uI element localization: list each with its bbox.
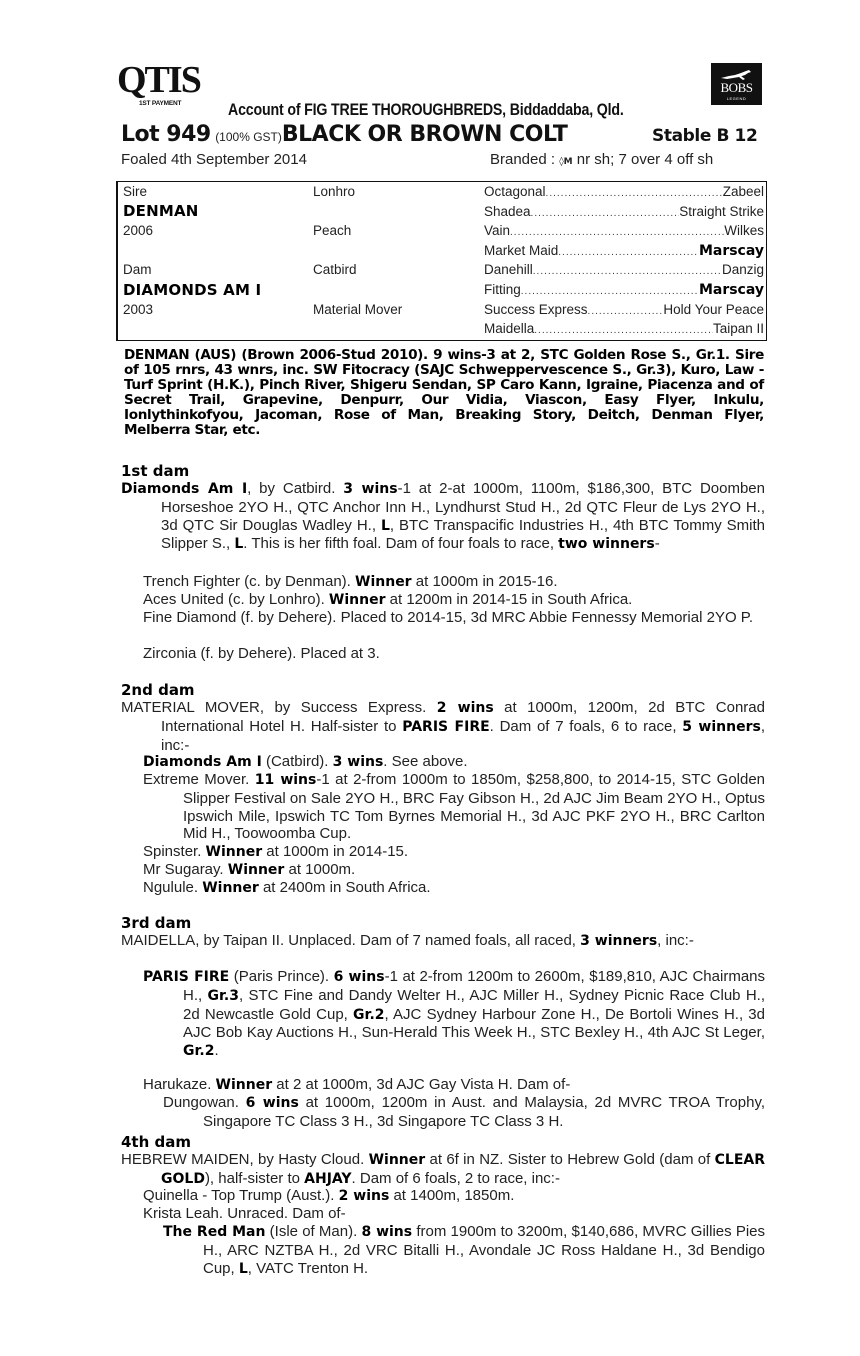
bobs-logo-subtext: LEGEND	[726, 96, 747, 101]
great-grandparent-row: Danehill ..... Danzig	[484, 262, 764, 277]
dam-year: 2003	[123, 302, 154, 317]
fourth-dam-summary: HEBREW MAIDEN, by Hasty Cloud. Winner at 6f in NZ. Sister to Hebrew Gold (dam of CLEAR GOLD), half-sister to AHJAY. Dam of 6 foals, 2 to race, inc:-	[121, 1151, 765, 1187]
sire-sire: Lonhro	[313, 184, 356, 199]
branded-details: nr sh; 7 over 4 off sh	[576, 151, 714, 168]
sire-name: DENMAN	[123, 202, 199, 220]
first-dam-summary: Diamonds Am I, by Catbird. 3 wins-1 at 2-at 1000m, 1100m, $186,300, BTC Doomben Horseshoe 2YO H., QTC Anchor Inn H., Lyndhurst Stud H., 2d QTC Fleur de Lys 2YO H., 3d QTC Sir Douglas Wadley H., L, BTC Transpacific Industries H., 4th BTC Tommy Smith Slipper S., L. This is her fifth foal. Dam of four foals to race, two winners-	[121, 480, 765, 553]
great-grandparent-row: Success Express ..... Hold Your Peace	[484, 302, 764, 317]
gst-note: (100% GST)	[215, 130, 282, 144]
progeny-entry: Fine Diamond (f. by Dehere). Placed to 2014-15, 3d MRC Abbie Fennessy Memorial 2YO P.	[143, 609, 754, 626]
dam-label: Dam	[123, 262, 152, 277]
section-heading-1st-dam: 1st dam	[121, 462, 190, 480]
progeny-entry: Trench Fighter (c. by Denman). Winner at 1000m in 2015-16.	[143, 573, 558, 590]
section-heading-4th-dam: 4th dam	[121, 1133, 191, 1151]
great-grandparent-row: Octagonal ..... Zabeel	[484, 184, 764, 199]
bobs-logo-text: BOBS	[720, 80, 753, 95]
progeny-entry: Extreme Mover. 11 wins-1 at 2-from 1000m to 1850m, $258,800, to 2014-15, STC Golden Slipper Festival on Sale 2YO H., BRC Fay Gibson H., 2d AJC Jim Beam 2YO H., Optus Ipswich Mile, Ipswich TC Tom Byrnes Memorial H., 3d AJC PKF 2YO H., BRC Carlton Mid H., Toowoomba Cup.	[143, 771, 766, 843]
third-dam-summary: MAIDELLA, by Taipan II. Unplaced. Dam of 7 named foals, all raced, 3 winners, inc:-	[121, 932, 694, 949]
great-grandparent-row: Market Maid ..... Marscay	[484, 243, 764, 259]
bobs-logo	[711, 63, 762, 105]
great-grandparent-row: Fitting ..... Marscay	[484, 282, 764, 298]
sire-year: 2006	[123, 223, 154, 238]
brand-info	[490, 151, 713, 168]
progeny-entry: Diamonds Am I (Catbird). 3 wins. See above.	[143, 753, 468, 770]
progeny-entry: Krista Leah. Unraced. Dam of-	[143, 1205, 346, 1222]
great-grandparent-row: Shadea ..... Straight Strike	[484, 204, 764, 219]
progeny-entry: Quinella - Top Trump (Aust.). 2 wins at 1400m, 1850m.	[143, 1187, 515, 1204]
branded-label: Branded :	[490, 151, 556, 168]
section-heading-3rd-dam: 3rd dam	[121, 914, 192, 932]
qtis-logo-subtext: 1ST PAYMENT	[139, 100, 182, 107]
great-grandparent-row: Maidella ..... Taipan II	[484, 321, 764, 336]
sire-dam: Peach	[313, 223, 352, 238]
progeny-entry: The Red Man (Isle of Man). 8 wins from 1900m to 3200m, $140,686, MVRC Gillies Pies H., ARC NZTBA H., 2d VRC Bitalli H., Avondale JC Ross Haldane H., 3d Bendigo Cup, L, VATC Trenton H.	[163, 1223, 766, 1277]
progeny-entry: Harukaze. Winner at 2 at 1000m, 3d AJC Gay Vista H. Dam of-	[143, 1076, 571, 1093]
qtis-logo-text: QTIS	[117, 59, 200, 101]
stable-location: Stable B 12	[652, 126, 758, 146]
lot-number: Lot 949	[121, 122, 211, 147]
qtis-logo	[117, 59, 200, 110]
second-dam-summary: MATERIAL MOVER, by Success Express. 2 wins at 1000m, 1200m, 2d BTC Conrad International Hotel H. Half-sister to PARIS FIRE. Dam of 7 foals, 6 to race, 5 winners, inc:-	[121, 699, 765, 754]
dam-dam: Material Mover	[313, 302, 403, 317]
vendor-account: Account of FIG TREE THOROUGHBREDS, Biddaddaba, Qld.	[228, 101, 624, 119]
dam-name: DIAMONDS AM I	[123, 281, 262, 299]
progeny-entry: Ngulule. Winner at 2400m in South Africa.	[143, 879, 431, 896]
sire-label: Sire	[123, 184, 148, 199]
lot-heading	[121, 122, 567, 147]
progeny-entry: PARIS FIRE (Paris Prince). 6 wins-1 at 2-from 1200m to 2600m, $189,810, AJC Chairmans H., Gr.3, STC Fine and Dandy Welter H., AJC Miller H., Sydney Picnic Race Club H., 2d Newcastle Gold Cup, Gr.2, AJC Sydney Harbour Zone H., De Bortoli Wines H., 3d AJC Bob Kay Auctions H., Sun-Herald This Week H., STC Bexley H., 4th AJC St Leger, Gr.2.	[143, 968, 766, 1060]
foaled-date: Foaled 4th September 2014	[121, 151, 307, 168]
progeny-entry: Dungowan. 6 wins at 1000m, 1200m in Aust. and Malaysia, 2d MVRC TROA Trophy, Singapore TC Class 3 H., 3d Singapore TC Class 3 H.	[163, 1094, 765, 1130]
progeny-entry: Aces United (c. by Lonhro). Winner at 1200m in 2014-15 in South Africa.	[143, 591, 633, 608]
progeny-entry: Mr Sugaray. Winner at 1000m.	[143, 861, 356, 878]
pedigree-table	[116, 181, 767, 341]
great-grandparent-row: Vain ..... Wilkes	[484, 223, 764, 238]
section-heading-2nd-dam: 2nd dam	[121, 681, 195, 699]
progeny-entry: Zirconia (f. by Dehere). Placed at 3.	[143, 645, 380, 662]
progeny-entry: Spinster. Winner at 1000m in 2014-15.	[143, 843, 409, 860]
brand-mark-icon: ◊M	[559, 157, 573, 167]
lot-description: BLACK OR BROWN COLT	[281, 122, 568, 147]
sire-summary: DENMAN (AUS) (Brown 2006-Stud 2010). 9 wins-3 at 2, STC Golden Rose S., Gr.1. Sire of 105 rnrs, 43 wnrs, inc. SW Fitocracy (SAJC Schweppervescence S., Gr.3), Kuro, Law - Turf Sprint (H.K.), Pinch River, Shigeru Sendan, SP Caro Kann, Igraine, Piacenza and of Secret Trail, Grapevine, Denpurr, Our Vidia, Viascon, Easy Flyer, Inkulu, Ionlythinkofyou, Jacoman, Rose of Man, Breaking Story, Deitch, Denman Flyer, Melberra Star, etc.	[124, 347, 764, 438]
dam-sire: Catbird	[313, 262, 357, 277]
